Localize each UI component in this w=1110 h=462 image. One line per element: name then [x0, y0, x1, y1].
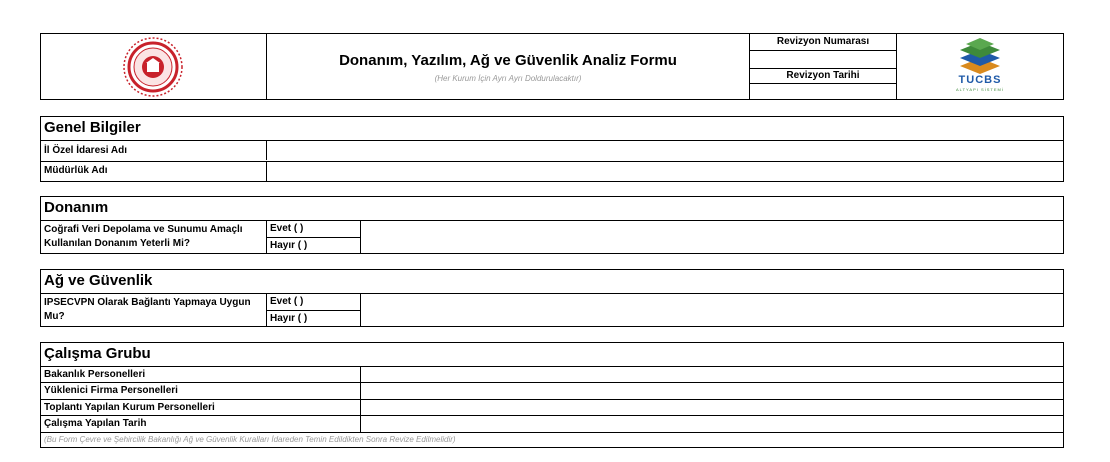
general-info-heading: Genel Bilgiler — [44, 119, 141, 136]
workgroup-section — [40, 342, 1064, 448]
contractor-staff-label: Yüklenici Firma Personelleri — [44, 385, 178, 396]
revision-date-label: Revizyon Tarihi — [786, 70, 860, 81]
tucbs-logo-subtext: ALTYAPI SİSTEMİ — [956, 87, 1004, 92]
title-cell — [266, 34, 749, 99]
footnote-row — [41, 432, 1063, 447]
revision-number-value[interactable] — [750, 50, 896, 68]
form-title: Donanım, Yazılım, Ağ ve Güvenlik Analiz Formu — [339, 52, 677, 69]
network-question-row — [41, 293, 1063, 326]
province-admin-field[interactable] — [266, 141, 1063, 160]
network-yes-label: Evet ( ) — [270, 296, 304, 307]
work-date-label: Çalışma Yapılan Tarih — [44, 418, 147, 429]
logo-cell — [896, 34, 1063, 99]
contractor-staff-field[interactable] — [360, 383, 1063, 400]
ministry-staff-field[interactable] — [360, 367, 1063, 383]
province-admin-label: İl Özel İdaresi Adı — [44, 145, 127, 156]
network-no-label: Hayır ( ) — [270, 313, 308, 324]
general-info-section — [40, 116, 1064, 182]
emblem-cell — [41, 34, 266, 99]
work-date-field[interactable] — [360, 416, 1063, 433]
meeting-institution-staff-label: Toplantı Yapılan Kurum Personelleri — [44, 402, 215, 413]
ministry-staff-label: Bakanlık Personelleri — [44, 369, 146, 380]
workgroup-footnote: (Bu Form Çevre ve Şehircilik Bakanlığı Ağ ve Güvenlik Kuralları İdareden Temin Edildikten Sonra Revize Edilmelidir) — [44, 435, 456, 444]
network-question-line1: IPSECVPN Olarak Bağlantı Yapmaya Uygun — [44, 297, 251, 308]
directorate-label: Müdürlük Adı — [44, 165, 108, 176]
province-admin-row — [41, 140, 1063, 160]
hardware-no-option[interactable] — [266, 237, 360, 254]
workgroup-row — [41, 399, 1063, 415]
meeting-institution-staff-field[interactable] — [360, 400, 1063, 416]
hardware-notes-field[interactable] — [360, 221, 1063, 254]
hardware-no-label: Hayır ( ) — [270, 240, 308, 251]
network-question-line2: Mu? — [44, 311, 65, 322]
network-security-heading: Ağ ve Güvenlik — [44, 272, 153, 289]
revision-date-value[interactable] — [750, 83, 896, 99]
directorate-row — [41, 161, 1063, 181]
hardware-yes-option[interactable] — [266, 221, 360, 237]
hardware-question-line2: Kullanılan Donanım Yeterli Mi? — [44, 238, 190, 249]
revision-cell — [749, 34, 896, 99]
workgroup-heading: Çalışma Grubu — [44, 345, 151, 362]
hardware-yes-label: Evet ( ) — [270, 223, 304, 234]
tucbs-logo-text: TUCBS — [958, 74, 1002, 86]
hardware-question-line1: Coğrafi Veri Depolama ve Sunumu Amaçlı — [44, 224, 243, 235]
form-header — [40, 33, 1064, 100]
revision-date-row — [750, 68, 896, 83]
hardware-question-row — [41, 220, 1063, 253]
workgroup-row — [41, 415, 1063, 432]
workgroup-row — [41, 382, 1063, 399]
network-no-option[interactable] — [266, 310, 360, 327]
network-yes-option[interactable] — [266, 294, 360, 310]
hardware-heading: Donanım — [44, 199, 109, 216]
hardware-section — [40, 196, 1064, 254]
network-security-section — [40, 269, 1064, 327]
directorate-field[interactable] — [266, 162, 1063, 182]
revision-number-label: Revizyon Numarası — [776, 36, 870, 47]
form-subtitle: (Her Kurum İçin Ayrı Ayrı Doldurulacaktır) — [434, 74, 582, 83]
ministry-emblem-icon — [113, 36, 193, 98]
workgroup-row — [41, 366, 1063, 382]
network-notes-field[interactable] — [360, 294, 1063, 327]
